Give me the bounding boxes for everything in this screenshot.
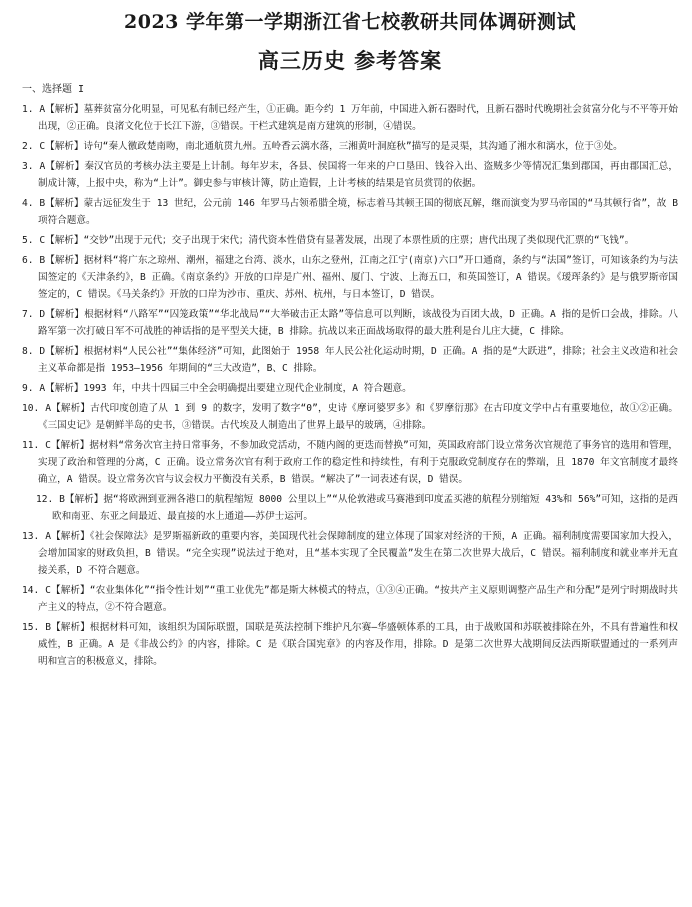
answer-item-11: 11. C【解析】据材料“常务次官主持日常事务，不参加政党活动，不随内阁的更迭而替换”可知，英国政府部门设立常务次官规范了事务官的选用和管理，实现了政治和管理的分离，C 正确。设立常务次官有利于政府工作的稳定性和持续性，有利于克服政党制度存在的弊端，且 1870 年文官制度才最终确立，A 错误。设立常务次官与议会权力平衡没有关系，B 错误。“解决了”一词表述有误，D 错误。 [22, 440, 678, 485]
answer-item-6: 6. B【解析】据材料“将广东之琼州、潮州，福建之台湾、淡水，山东之登州，江南之江宁(南京)六口”开口通商，条约与“法国”签订，可知该条约为与法国签定的《天津条约》，B 正确。《南京条约》开放的口岸是广州、福州、厦门、宁波、上海五口，和英国签订，A 错误。《瑷珲条约》是与俄罗斯帝国签定的，C 错误。《马关条约》开放的口岸为沙市、重庆、苏州、杭州，与日本签订，D 错误。 [22, 255, 678, 300]
answer-item-14: 14. C【解析】“农业集体化”“指令性计划”“重工业优先”都是斯大林模式的特点，①③④正确。“按共产主义原则调整产品生产和分配”是列宁时期战时共产主义的特点，②不符合题意。 [22, 585, 678, 613]
answer-item-7: 7. D【解析】根据材料“八路军”“囚笼政策”“华北战局”“大举破击正太路”等信息可以判断，该战役为百团大战，D 正确。A 指的是忻口会战，排除。八路军第一次打破日军不可战胜的神话指的是平型关大捷，B 排除。抗战以来正面战场取得的最大胜利是台儿庄大捷，C 排除。 [22, 309, 678, 337]
answer-item-3: 3. A【解析】秦汉官员的考核办法主要是上计制。每年岁末，各县、侯国将一年来的户口垦田、钱谷入出、盗贼多少等情况汇集到郡国，再由郡国汇总，制成计簿，上报中央，称为“上计”。御史参与审核计簿，防止造假，上计考核的结果是官员赏罚的依据。 [22, 161, 678, 189]
answer-item-2: 2. C【解析】诗句“秦人徼政楚南吻，南北通航贯九州。五岭香云漓水落，三湘黄叶洞庭秋”描写的是灵渠，其沟通了湘水和漓水，位于③处。 [22, 141, 623, 152]
document-subtitle: 高三历史 参考答案 [257, 48, 443, 73]
answer-item-8: 8. D【解析】根据材料“人民公社”“集体经济”可知，此图始于 1958 年人民公社化运动时期，D 正确。A 指的是“大跃进”，排除；社会主义改造和社会主义革命都是指 1953—1956 年期间的“三大改造”，B、C 排除。 [22, 346, 678, 374]
document-title: 2023 学年第一学期浙江省七校教研共同体调研测试 [124, 11, 576, 33]
section-heading: 一、选择题 I [22, 84, 85, 95]
answer-list [22, 101, 678, 670]
answer-item-10: 10. A【解析】古代印度创造了从 1 到 9 的数字，发明了数字“0”，史诗《摩诃婆罗多》和《罗摩衍那》在古印度文学中占有重要地位，故①②正确。《三国史记》是朝鲜半岛的史书，③错误。古代埃及人制造出了世界上最早的玻璃，④排除。 [22, 403, 678, 431]
answer-item-4: 4. B【解析】蒙古远征发生于 13 世纪，公元前 146 年罗马占领希腊全境，标志着马其顿王国的彻底瓦解，继而演变为罗马帝国的“马其顿行省”，故 B 项符合题意。 [22, 198, 678, 226]
answer-item-1: 1. A【解析】墓葬贫富分化明显，可见私有制已经产生，①正确。距今约 1 万年前，中国进入新石器时代，且新石器时代晚期社会贫富分化与不平等开始出现，②正确。良渚文化位于长江下游，③错误。干栏式建筑是南方建筑的形制，④错误。 [22, 104, 678, 132]
answer-item-15: 15. B【解析】根据材料可知，该组织为国际联盟，国联是英法控制下维护凡尔赛—华盛顿体系的工具，由于战败国和苏联被排除在外，不具有普遍性和权威性，B 正确。A 是《非战公约》的内容，排除。C 是《联合国宪章》的内容及作用，排除。D 是第二次世界大战期间反法西斯联盟通过的一系列声明和宣言的积极意义，排除。 [22, 622, 678, 667]
answer-item-13: 13. A【解析】《社会保障法》是罗斯福新政的重要内容，美国现代社会保障制度的建立体现了国家对经济的干预，A 正确。福利制度需要国家加大投入，会增加国家的财政负担，B 错误。“完全实现”说法过于绝对，且“基本实现了全民覆盖”发生在第二次世界大战后，C 错误。福利制度和就业率并无直接关系，D 不符合题意。 [22, 531, 678, 576]
answer-item-5: 5. C【解析】“交钞”出现于元代；交子出现于宋代；清代资本性借贷有显著发展，出现了本票性质的庄票；唐代出现了类似现代汇票的“飞钱”。 [22, 235, 635, 246]
answer-item-9: 9. A【解析】1993 年，中共十四届三中全会明确提出要建立现代企业制度，A 符合题意。 [22, 383, 412, 394]
answer-item-12: 12. B【解析】据“将欧洲到亚洲各港口的航程缩短 8000 公里以上”“从伦敦港或马赛港到印度孟买港的航程分别缩短 43%和 56%”可知，这指的是西欧和南亚、东亚之间最近、最直接的水上通道——苏伊士运河。 [36, 494, 678, 522]
